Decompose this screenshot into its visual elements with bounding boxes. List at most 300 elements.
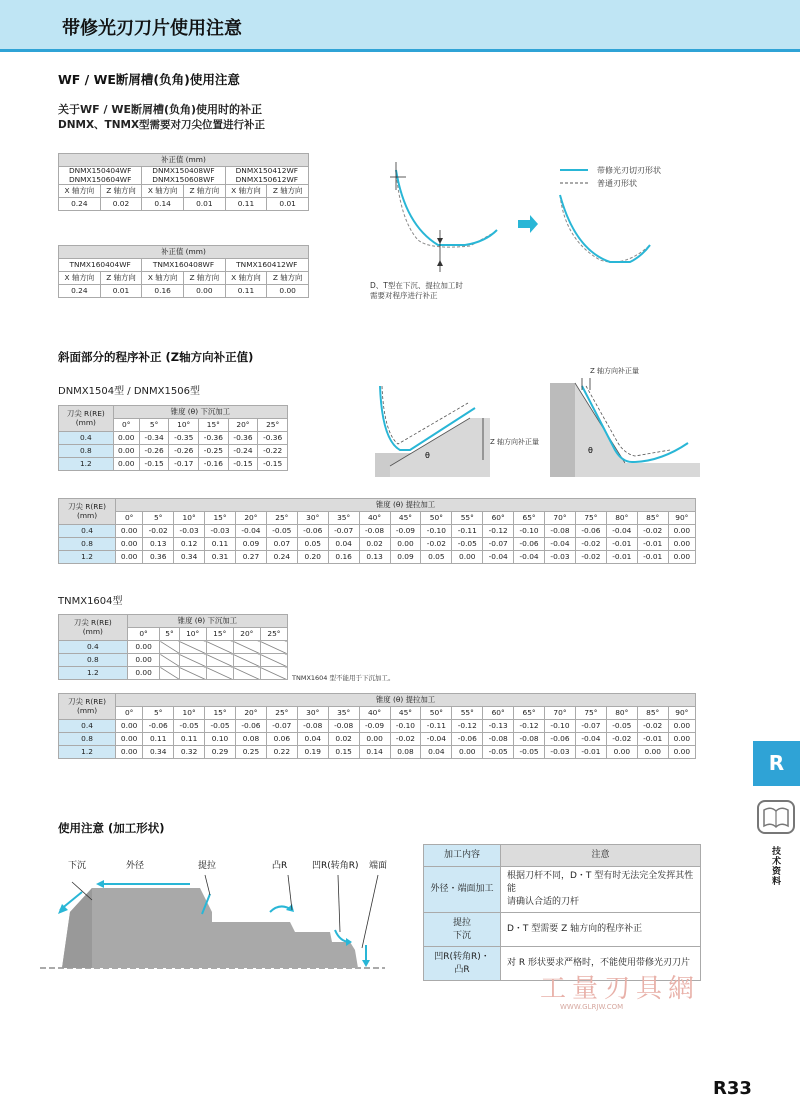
value-cell: 0.01	[183, 198, 225, 211]
cell-text: (mm)	[76, 705, 98, 715]
caution-header-row	[424, 845, 701, 867]
value-cell: 0.31	[205, 551, 236, 564]
tnmx-compensation-table	[58, 245, 309, 298]
section1-sub2: DNMX、TNMX型需要对刀尖位置进行补正	[58, 119, 266, 131]
angle-cell: 45°	[390, 512, 421, 525]
value-cell: 0.24	[59, 198, 101, 211]
value-row	[59, 198, 309, 211]
angle-cell: 80°	[606, 512, 637, 525]
tnmx-type-label: TNMX1604型	[58, 596, 123, 607]
angle-cell: 85°	[637, 512, 668, 525]
value-cell: -0.02	[606, 733, 637, 746]
angle-cell: 20°	[235, 707, 266, 720]
value-cell: 0.00	[116, 538, 143, 551]
value-cell: -0.25	[199, 445, 229, 458]
value-cell: 0.00	[127, 654, 160, 667]
value-cell: -0.17	[169, 458, 199, 471]
caption-row	[59, 246, 309, 259]
angle-cell: 10°	[174, 512, 205, 525]
na-cell	[260, 667, 287, 680]
model-cell: TNMX160412WF	[225, 259, 308, 272]
value-cell: -0.05	[483, 746, 514, 759]
value-cell: -0.08	[514, 733, 545, 746]
value-cell: 0.04	[297, 733, 328, 746]
value-cell: -0.06	[514, 538, 545, 551]
na-cell	[233, 667, 260, 680]
value-cell: -0.07	[266, 720, 297, 733]
radius-cell: 0.4	[59, 720, 116, 733]
value-cell: 0.00	[359, 733, 390, 746]
na-cell	[160, 654, 179, 667]
radius-cell: 0.8	[59, 654, 128, 667]
angle-row	[59, 512, 696, 525]
angle-cell: 60°	[483, 707, 514, 720]
cell-text: 刀尖 R(RE)	[66, 408, 105, 418]
value-cell: -0.26	[169, 445, 199, 458]
na-cell	[160, 641, 179, 654]
label-concave-r: 凹R(转角R)	[312, 861, 359, 871]
cell-text: D・T 型需要 Z 轴方向的程序补正	[507, 924, 643, 935]
value-cell: -0.11	[421, 720, 452, 733]
radius-cell: 0.8	[59, 538, 116, 551]
page-header	[0, 0, 800, 52]
cell-text: 根据刀杆不同，D・T 型有时无法完全发挥其性能	[507, 871, 694, 895]
value-cell: -0.05	[266, 525, 297, 538]
cell-text: 对 R 形状要求严格时，不能使用带修光刃刀片	[507, 958, 690, 969]
data-row	[59, 746, 696, 759]
angle-cell: 55°	[452, 707, 483, 720]
value-cell: 0.13	[143, 538, 174, 551]
angle-cell: 15°	[205, 512, 236, 525]
re-header-cell	[59, 406, 114, 432]
data-row	[59, 445, 288, 458]
value-cell: 0.08	[390, 746, 421, 759]
value-cell: -0.02	[143, 525, 174, 538]
cell-text: 刀尖 R(RE)	[68, 696, 106, 706]
value-cell: -0.34	[139, 432, 169, 445]
section2-title: 斜面部分的程序补正 (Z轴方向补正值)	[58, 350, 254, 364]
value-cell: 0.25	[235, 746, 266, 759]
value-cell: -0.24	[228, 445, 258, 458]
value-cell: -0.09	[390, 525, 421, 538]
caution-row	[424, 867, 701, 913]
angle-cell: 0°	[116, 512, 143, 525]
angle-cell: 35°	[328, 707, 359, 720]
value-cell: -0.12	[452, 720, 483, 733]
caution-row	[424, 913, 701, 947]
value-cell: -0.05	[174, 720, 205, 733]
value-cell: -0.03	[205, 525, 236, 538]
value-cell: 0.00	[116, 746, 143, 759]
value-cell: 0.19	[297, 746, 328, 759]
cell-text: DNMX150604WF	[68, 174, 132, 184]
value-cell: 0.00	[668, 720, 695, 733]
label-plunge: 下沉	[68, 861, 87, 871]
value-cell: 0.11	[225, 285, 267, 298]
axis-cell: Z 轴方向	[183, 272, 225, 285]
dnmx-down-table	[58, 405, 288, 471]
tnmx-up-table	[58, 693, 696, 759]
value-cell: -0.04	[545, 538, 576, 551]
value-cell: 0.14	[142, 198, 184, 211]
angle-cell: 45°	[390, 707, 421, 720]
re-header-cell	[59, 499, 116, 525]
value-cell: -0.13	[483, 720, 514, 733]
value-cell: -0.07	[483, 538, 514, 551]
value-cell: 0.00	[127, 641, 160, 654]
value-cell: -0.04	[483, 551, 514, 564]
value-cell: -0.36	[228, 432, 258, 445]
tnmx-down-note: TNMX1604 型不能用于下沉加工。	[292, 674, 395, 682]
angle-cell: 75°	[575, 707, 606, 720]
tnmx-down-table	[58, 614, 288, 680]
angle-cell: 10°	[179, 628, 206, 641]
angle-cell: 70°	[545, 707, 576, 720]
value-cell: 0.22	[266, 746, 297, 759]
data-row	[59, 654, 288, 667]
value-cell: 0.04	[328, 538, 359, 551]
model-cell	[142, 167, 225, 185]
angle-cell: 55°	[452, 512, 483, 525]
value-cell: 0.00	[390, 538, 421, 551]
na-cell	[233, 654, 260, 667]
angle-cell: 15°	[199, 419, 229, 432]
value-cell: -0.03	[545, 551, 576, 564]
radius-cell: 1.2	[59, 551, 116, 564]
na-cell	[206, 667, 233, 680]
radius-cell: 0.4	[59, 641, 128, 654]
value-cell: 0.13	[359, 551, 390, 564]
value-cell: -0.01	[606, 538, 637, 551]
value-cell: 0.16	[142, 285, 184, 298]
angle-cell: 25°	[266, 707, 297, 720]
angle-cell: 70°	[545, 512, 576, 525]
value-cell: 0.00	[116, 551, 143, 564]
value-cell: 0.00	[668, 538, 695, 551]
value-cell: -0.02	[421, 538, 452, 551]
watermark-logo: 工量刃具網	[540, 974, 701, 1004]
value-cell: 0.34	[174, 551, 205, 564]
value-cell: 0.20	[297, 551, 328, 564]
value-cell: -0.08	[297, 720, 328, 733]
angle-cell: 25°	[260, 628, 287, 641]
value-cell: -0.10	[514, 525, 545, 538]
value-cell: 0.01	[100, 285, 142, 298]
z-comp-label-1: Z 轴方向补正量	[490, 438, 540, 446]
model-cell	[225, 167, 308, 185]
value-cell: 0.00	[127, 667, 160, 680]
caution-note-cell	[501, 867, 701, 913]
angle-cell: 40°	[359, 512, 390, 525]
model-cell: TNMX160408WF	[142, 259, 225, 272]
value-cell: 0.05	[297, 538, 328, 551]
value-cell: 0.09	[390, 551, 421, 564]
caution-table	[423, 844, 701, 981]
table-caption: 补正值 (mm)	[59, 154, 309, 167]
value-cell: -0.05	[514, 746, 545, 759]
page-title: 带修光刃刀片使用注意	[62, 18, 242, 39]
value-cell: 0.00	[668, 551, 695, 564]
model-row	[59, 167, 309, 185]
section-r-tab[interactable]: R	[753, 741, 800, 786]
value-cell: 0.00	[668, 733, 695, 746]
value-cell: -0.04	[575, 733, 606, 746]
angle-cell: 15°	[206, 628, 233, 641]
value-cell: -0.12	[483, 525, 514, 538]
section1-title: WF / WE断屑槽(负角)使用注意	[58, 72, 240, 87]
data-row	[59, 667, 288, 680]
value-cell: -0.06	[297, 525, 328, 538]
value-cell: 0.05	[421, 551, 452, 564]
value-cell: -0.05	[452, 538, 483, 551]
data-row	[59, 551, 696, 564]
value-cell: 0.02	[100, 198, 142, 211]
angle-cell: 30°	[297, 512, 328, 525]
book-icon	[757, 800, 795, 834]
value-cell: 0.00	[668, 746, 695, 759]
cell-text: 请确认合适的刀杆	[507, 897, 580, 908]
z-comp-label-2: Z 轴方向补正量	[590, 367, 640, 375]
value-cell: 0.06	[266, 733, 297, 746]
value-cell: -0.06	[545, 733, 576, 746]
cell-text: 下沉	[452, 930, 471, 941]
angle-cell: 20°	[228, 419, 258, 432]
cell-text: 凸R	[454, 964, 470, 975]
angle-cell: 20°	[235, 512, 266, 525]
angle-cell: 75°	[575, 512, 606, 525]
value-cell: 0.36	[143, 551, 174, 564]
caution-content-cell	[424, 913, 501, 947]
data-row	[59, 733, 696, 746]
angle-cell: 90°	[668, 512, 695, 525]
angle-cell: 65°	[514, 512, 545, 525]
theta-label-2: θ	[588, 446, 593, 455]
value-cell: 0.02	[359, 538, 390, 551]
radius-cell: 1.2	[59, 458, 114, 471]
dnmx-up-table	[58, 498, 696, 564]
value-cell: 0.00	[116, 525, 143, 538]
na-cell	[260, 641, 287, 654]
axis-cell: Z 轴方向	[267, 185, 309, 198]
taper-title-cell: 锥度 (θ) 提拉加工	[116, 694, 696, 707]
data-row	[59, 538, 696, 551]
header-row	[59, 694, 696, 707]
angle-row	[59, 707, 696, 720]
value-cell: 0.11	[143, 733, 174, 746]
axis-cell: X 轴方向	[225, 272, 267, 285]
axis-cell: Z 轴方向	[183, 185, 225, 198]
value-cell: -0.07	[328, 525, 359, 538]
cell-text: 提拉	[452, 917, 471, 928]
angle-cell: 50°	[421, 707, 452, 720]
taper-title-cell: 锥度 (θ) 下沉加工	[127, 615, 287, 628]
angle-cell: 0°	[116, 707, 143, 720]
value-cell: -0.02	[575, 551, 606, 564]
angle-cell: 0°	[127, 628, 160, 641]
value-cell: 0.00	[637, 746, 668, 759]
legend-normal: 普通刃形状	[597, 179, 637, 188]
value-cell: -0.15	[228, 458, 258, 471]
value-cell: 0.15	[328, 746, 359, 759]
value-cell: -0.15	[258, 458, 288, 471]
label-od: 外径	[126, 861, 145, 871]
radius-cell: 0.4	[59, 525, 116, 538]
value-row	[59, 285, 309, 298]
na-cell	[233, 641, 260, 654]
angle-cell: 80°	[606, 707, 637, 720]
value-cell: -0.16	[199, 458, 229, 471]
side-label-tech: 技术资料	[772, 847, 782, 887]
model-row	[59, 259, 309, 272]
na-cell	[179, 667, 206, 680]
value-cell: -0.01	[637, 733, 668, 746]
value-cell: -0.15	[139, 458, 169, 471]
value-cell: -0.26	[139, 445, 169, 458]
na-cell	[206, 654, 233, 667]
value-cell: -0.01	[637, 538, 668, 551]
label-convex-r: 凸R	[272, 861, 288, 871]
header-row	[59, 499, 696, 512]
cell-text: 刀尖 R(RE)	[68, 501, 106, 511]
radius-cell: 0.8	[59, 733, 116, 746]
caution-header-note: 注意	[501, 845, 701, 867]
na-cell	[260, 654, 287, 667]
value-cell: -0.06	[452, 733, 483, 746]
value-cell: -0.08	[359, 525, 390, 538]
data-row	[59, 525, 696, 538]
angle-cell: 85°	[637, 707, 668, 720]
na-cell	[179, 641, 206, 654]
re-header-cell	[59, 694, 116, 720]
value-cell: 0.34	[143, 746, 174, 759]
value-cell: 0.00	[606, 746, 637, 759]
value-cell: 0.11	[205, 538, 236, 551]
angle-cell: 60°	[483, 512, 514, 525]
na-cell	[206, 641, 233, 654]
theta-label-1: θ	[425, 451, 430, 460]
value-cell: -0.03	[174, 525, 205, 538]
cell-text: 凹R(转角R)・	[434, 951, 490, 962]
axis-row	[59, 272, 309, 285]
axis-cell: X 轴方向	[142, 185, 184, 198]
cell-text: 外径・端面加工	[430, 884, 494, 895]
angle-cell: 15°	[205, 707, 236, 720]
value-cell: 0.00	[183, 285, 225, 298]
angle-cell: 25°	[258, 419, 288, 432]
value-cell: 0.00	[452, 551, 483, 564]
value-cell: -0.04	[514, 551, 545, 564]
angle-cell: 5°	[160, 628, 179, 641]
value-cell: -0.01	[637, 551, 668, 564]
label-pullup: 提拉	[198, 861, 217, 871]
value-cell: -0.02	[575, 538, 606, 551]
caption-row	[59, 154, 309, 167]
na-cell	[160, 667, 179, 680]
axis-cell: X 轴方向	[142, 272, 184, 285]
angle-cell: 40°	[359, 707, 390, 720]
machining-shape-diagram	[40, 870, 390, 980]
angle-cell: 10°	[169, 419, 199, 432]
value-cell: -0.06	[575, 525, 606, 538]
table-caption: 补正值 (mm)	[59, 246, 309, 259]
value-cell: -0.08	[328, 720, 359, 733]
value-cell: -0.06	[235, 720, 266, 733]
legend-wiper: 带修光刃切刃形状	[597, 166, 661, 175]
section3-title: 使用注意 (加工形状)	[58, 821, 165, 835]
cell-text: (mm)	[75, 417, 96, 427]
angle-cell: 20°	[233, 628, 260, 641]
value-cell: -0.35	[169, 432, 199, 445]
value-cell: 0.14	[359, 746, 390, 759]
value-cell: -0.36	[258, 432, 288, 445]
value-cell: 0.27	[235, 551, 266, 564]
value-cell: 0.00	[452, 746, 483, 759]
re-header-cell	[59, 615, 128, 641]
value-cell: 0.01	[267, 198, 309, 211]
angle-cell: 50°	[421, 512, 452, 525]
value-cell: 0.00	[113, 458, 139, 471]
cell-text: DNMX150412WF	[235, 166, 299, 175]
value-cell: 0.12	[174, 538, 205, 551]
value-cell: 0.08	[235, 733, 266, 746]
section1-sub1: 关于WF / WE断屑槽(负角)使用时的补正	[58, 103, 263, 116]
data-row	[59, 720, 696, 733]
axis-cell: X 轴方向	[59, 272, 101, 285]
dnmx-compensation-table	[58, 153, 309, 211]
header-row	[59, 406, 288, 419]
cell-text: DNMX150404WF	[68, 166, 132, 175]
page-number: R33	[713, 1078, 752, 1099]
radius-cell: 1.2	[59, 746, 116, 759]
axis-cell: Z 轴方向	[267, 272, 309, 285]
axis-cell: Z 轴方向	[100, 272, 142, 285]
value-cell: 0.00	[668, 525, 695, 538]
label-face: 端面	[369, 861, 388, 871]
value-cell: 0.24	[59, 285, 101, 298]
angle-cell: 90°	[668, 707, 695, 720]
value-cell: -0.06	[143, 720, 174, 733]
value-cell: -0.02	[637, 720, 668, 733]
value-cell: -0.12	[514, 720, 545, 733]
cell-text: DNMX150408WF	[152, 166, 215, 175]
value-cell: -0.07	[575, 720, 606, 733]
value-cell: -0.02	[637, 525, 668, 538]
value-cell: -0.36	[199, 432, 229, 445]
taper-title-cell: 锥度 (θ) 下沉加工	[113, 406, 287, 419]
model-cell	[59, 167, 142, 185]
value-cell: 0.00	[113, 445, 139, 458]
value-cell: -0.05	[205, 720, 236, 733]
cell-text: (mm)	[76, 510, 98, 520]
angle-cell: 5°	[139, 419, 169, 432]
angle-cell: 35°	[328, 512, 359, 525]
header-row	[59, 615, 288, 628]
value-cell: -0.04	[235, 525, 266, 538]
value-cell: -0.01	[606, 551, 637, 564]
angle-cell: 0°	[113, 419, 139, 432]
value-cell: 0.07	[266, 538, 297, 551]
cell-text: DNMX150608WF	[152, 174, 215, 184]
caution-header-content: 加工内容	[424, 845, 501, 867]
axis-row	[59, 185, 309, 198]
cell-text: (mm)	[82, 626, 103, 636]
value-cell: 0.29	[205, 746, 236, 759]
data-row	[59, 432, 288, 445]
value-cell: 0.16	[328, 551, 359, 564]
diagram-note-1: D、T型在下沉、提拉加工时	[370, 281, 463, 290]
model-cell: TNMX160404WF	[59, 259, 142, 272]
value-cell: -0.04	[421, 733, 452, 746]
